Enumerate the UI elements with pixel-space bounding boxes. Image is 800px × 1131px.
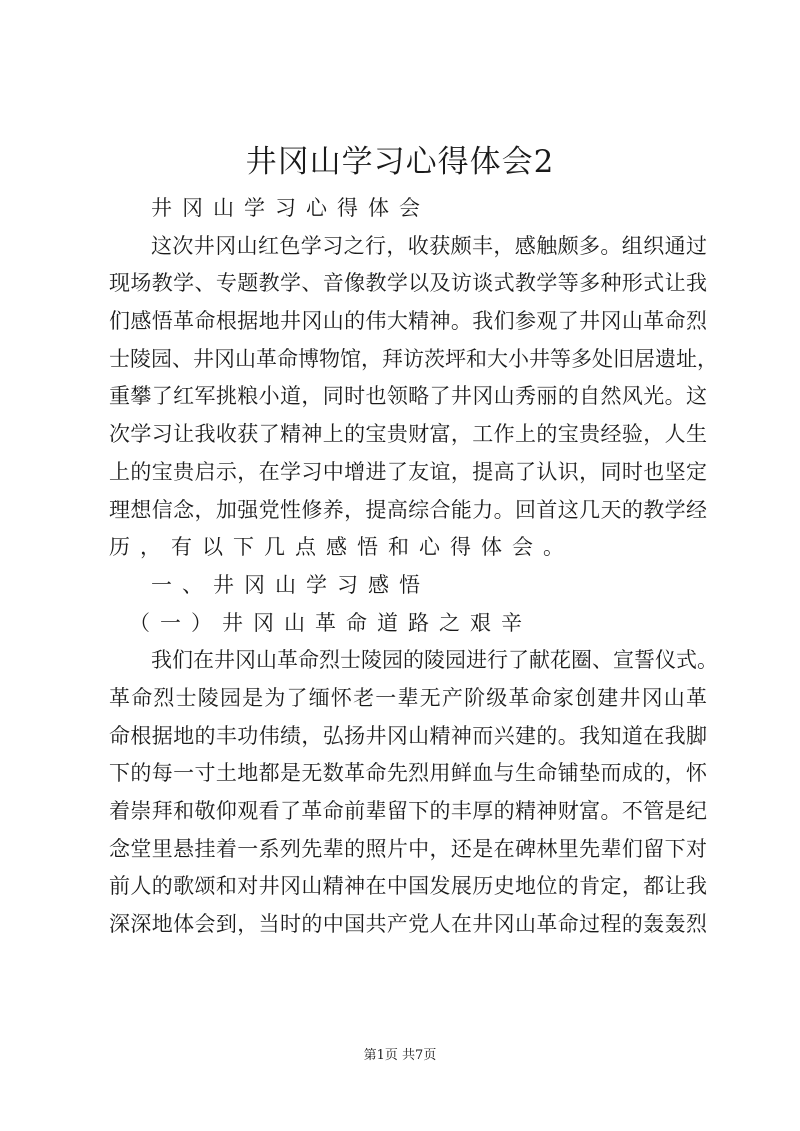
text-line: 我们在井冈山革命烈士陵园的陵园进行了献花圈、宣誓仪式。	[151, 648, 718, 673]
text-line: 们感悟革命根据地井冈山的伟大精神。我们参观了井冈山革命烈	[109, 309, 707, 334]
text-line: （一）井冈山革命道路之艰辛	[129, 610, 532, 635]
document-body	[109, 190, 718, 944]
text-line: 重攀了红军挑粮小道，同时也领略了井冈山秀丽的自然风光。这	[109, 384, 707, 409]
text-line: 理想信念，加强党性修养，提高综合能力。回首这几天的教学经	[109, 497, 707, 522]
paragraph	[109, 228, 718, 567]
paragraph	[109, 190, 707, 228]
paragraph	[109, 642, 718, 944]
paragraph	[109, 567, 707, 605]
text-line: 着崇拜和敬仰观看了革命前辈留下的丰厚的精神财富。不管是纪	[109, 799, 707, 823]
text-line: 历，有以下几点感悟和心得体会。	[109, 535, 574, 560]
text-line: 念堂里悬挂着一系列先辈的照片中，还是在碑林里先辈们留下对	[109, 836, 707, 861]
document-title: 井冈山学习心得体会2	[245, 144, 555, 180]
text-line: 现场教学、专题教学、音像教学以及访谈式教学等多种形式让我	[109, 271, 707, 296]
text-line: 上的宝贵启示，在学习中增进了友谊，提高了认识，同时也坚定	[109, 459, 707, 484]
paragraph	[109, 605, 707, 643]
text-line: 下的每一寸土地都是无数革命先烈用鲜血与生命铺垫而成的，怀	[109, 761, 707, 786]
text-line: 次学习让我收获了精神上的宝贵财富，工作上的宝贵经验，人生	[109, 422, 707, 447]
text-line: 命根据地的丰功伟绩，弘扬井冈山精神而兴建的。我知道在我脚	[109, 723, 707, 748]
page-footer: 第1页 共7页	[363, 1048, 437, 1063]
text-line: 革命烈士陵园是为了缅怀老一辈无产阶级革命家创建井冈山革	[109, 685, 707, 710]
text-line: 士陵园、井冈山革命博物馆，拜访茨坪和大小井等多处旧居遗址，	[109, 346, 718, 371]
text-line: 一、井冈山学习感悟	[151, 572, 430, 597]
text-line: 井冈山学习心得体会	[151, 196, 430, 220]
text-line: 这次井冈山红色学习之行，收获颇丰，感触颇多。组织通过	[151, 233, 707, 258]
text-line: 前人的歌颂和对井冈山精神在中国发展历史地位的肯定，都让我	[109, 874, 707, 899]
text-line: 深深地体会到，当时的中国共产党人在井冈山革命过程的轰轰烈	[109, 912, 707, 937]
